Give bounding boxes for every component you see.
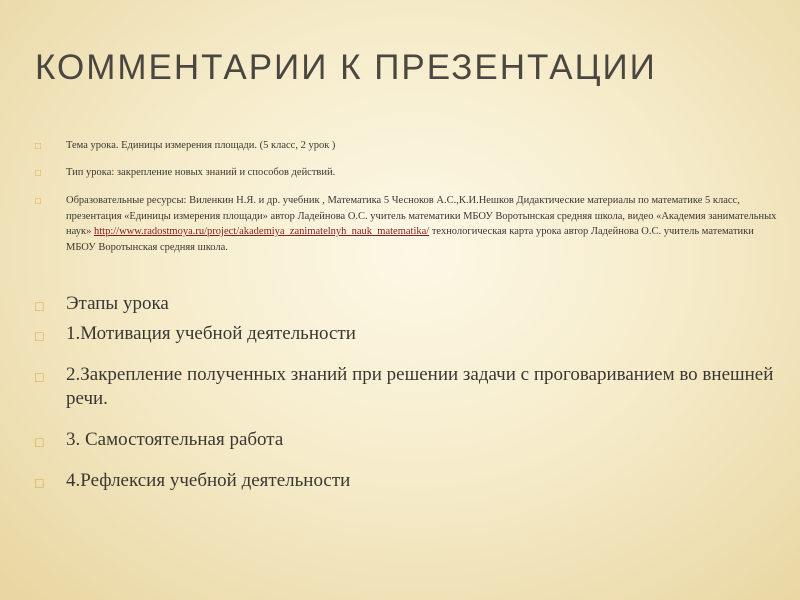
stage-item xyxy=(35,322,780,346)
note-topic xyxy=(35,138,780,154)
stages-heading: Этапы урока xyxy=(66,293,169,314)
square-bullet-icon: □ xyxy=(35,141,42,152)
note-resources-text-2: технологическая карта урока автор Ладейнова О.С. учитель математики МБОУ Воротынская средняя школа. xyxy=(66,226,754,253)
stage-item xyxy=(35,428,780,452)
square-bullet-icon: □ xyxy=(35,196,42,207)
square-bullet-icon: □ xyxy=(35,436,44,451)
note-resources-text: Образовательные ресурсы: Виленкин Н.Я. и др. учебник , Математика 5 Чесноков А.С.,К.И.Нешков Дидактические материалы по математике 5 класс, презентация «Единицы измерения площади» автор Ладейнова О.С. учитель математики МБОУ Воротынская средняя школа, видео «Академия занимательных наук» xyxy=(66,195,777,237)
stages-heading-item xyxy=(35,292,780,316)
stage-text: 1.Мотивация учебной деятельности xyxy=(66,323,356,344)
square-bullet-icon: □ xyxy=(35,371,44,386)
square-bullet-icon: □ xyxy=(35,167,42,179)
stage-text: 4.Рефлексия учебной деятельности xyxy=(66,470,351,491)
stage-item xyxy=(35,469,780,493)
square-bullet-icon: □ xyxy=(35,330,44,345)
stage-item xyxy=(35,363,780,411)
resources-link[interactable]: http://www.radostmoya.ru/project/akademiya_zanimatelnyh_nauk_matematika/ xyxy=(93,226,430,237)
stage-text: 2.Закрепление полученных знаний при решении задачи с проговариванием во внешней речи. xyxy=(66,364,774,409)
stages-list xyxy=(35,292,780,493)
slide-title: КОММЕНТАРИИ К ПРЕЗЕНТАЦИИ xyxy=(35,48,657,87)
note-lesson-type xyxy=(35,165,780,181)
note-topic-text: Тема урока. Единицы измерения площади. (5 класс, 2 урок ) xyxy=(66,140,336,151)
stage-text: 3. Самостоятельная работа xyxy=(66,429,284,450)
square-bullet-icon: □ xyxy=(35,300,44,315)
notes-list xyxy=(35,138,780,255)
note-lesson-type-text: Тип урока: закрепление новых знаний и способов действий. xyxy=(66,166,336,178)
square-bullet-icon: □ xyxy=(35,477,44,492)
note-resources xyxy=(35,193,780,255)
